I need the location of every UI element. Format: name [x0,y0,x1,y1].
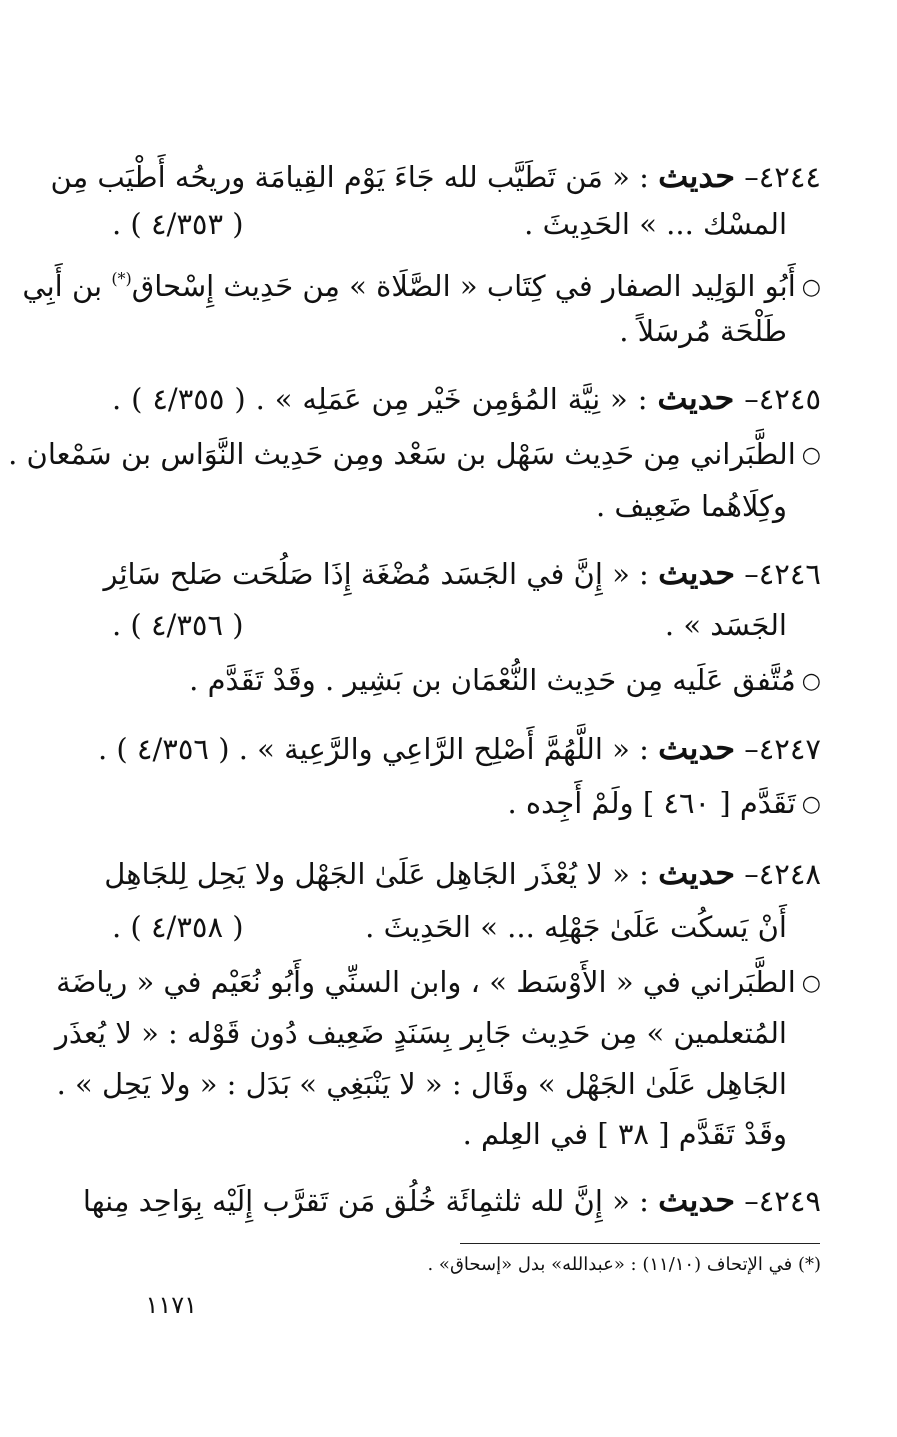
entry-4244-note1 [22,259,821,308]
entry-number: ٤٢٤٨ [758,857,821,891]
entry-4248-note1 [56,962,821,1004]
entry-4248-line1 [104,853,821,894]
entry-4246-note1 [189,660,821,702]
entry-4244-ref: ( ٤/٣٥٣ ) . [112,207,244,241]
entry-4248-note2: المُتعلمين » مِن حَدِيث جَابِر بِسَنَدٍ ضَعِيف دُون قَوْله : « لا يُعذَر [54,1016,787,1050]
hadith-text: : « اللَّهُمَّ أَصْلِح الرَّاعِي والرَّعِية » . [238,732,649,766]
bullet-icon: ○ [801,669,821,694]
entry-4244-line1 [50,156,821,197]
entry-number: ٤٢٤٧ [758,732,821,766]
hadith-text: : « لا يُعْذَر الجَاهِل عَلَىٰ الجَهْل ولا يَحِل لِلجَاهِل [104,857,649,891]
entry-4248-note4: وقَدْ تَقَدَّم [ ٣٨ ] في العِلم . [462,1117,787,1151]
entry-4248-ref: ( ٤/٣٥٨ ) . [112,910,244,944]
dash: – [744,732,759,766]
note-text: الطَّبَراني في « الأَوْسَط » ، وابن السنِّي وأَبُو نُعَيْم في « رياضَة [56,965,796,999]
dash: – [744,857,759,891]
note-text: بن أَبِي [22,269,103,303]
entry-number: ٤٢٤٩ [758,1184,821,1218]
entry-4245-line1 [112,378,821,419]
footnote-marker: (*) [111,269,132,288]
entry-4244-line2: المسْك ... » الحَدِيثَ . [524,207,787,241]
bullet-icon: ○ [801,443,821,468]
note-text: الطَّبَراني مِن حَدِيث سَهْل بن سَعْد ومِن حَدِيث النَّوَاس بن سَمْعان . [8,437,796,471]
bullet-icon: ○ [801,275,821,300]
entry-4249-line1 [82,1180,821,1221]
entry-4246-line2: الجَسَد » . [664,608,787,642]
bullet-icon: ○ [801,971,821,996]
entry-4244-note2: طَلْحَة مُرسَلاً . [619,314,787,348]
entry-number: ٤٢٤٦ [758,557,821,591]
entry-4245-note1 [8,434,821,476]
page-number: ١١٧١ [145,1291,197,1319]
entry-number: ٤٢٤٥ [758,382,822,416]
entry-4247-note1 [507,783,821,825]
footnote: (*) في الإتحاف (١١/١٠) : «عبدالله» بدل «إسحاق» . [427,1254,821,1275]
hadith-keyword: حديث [658,854,735,892]
entry-ref: ( ٤/٣٥٥ ) . [112,382,246,416]
footnote-divider [460,1243,820,1244]
bullet-icon: ○ [801,792,821,817]
entry-4248-note3: الجَاهِل عَلَىٰ الجَهْل » وقَال : « لا يَنْبَغِي » بَدَل : « ولا يَحِل » . [56,1067,787,1101]
dash: – [744,557,759,591]
hadith-text: : « إِنَّ في الجَسَد مُضْغَة إِذَا صَلُحَت صَلح سَائِر [103,557,649,591]
entry-ref: ( ٤/٣٥٦ ) . [97,732,230,766]
hadith-keyword: حديث [658,729,735,767]
note-text: أَبُو الوَلِيد الصفار في كِتَاب « الصَّلَاة » مِن حَدِيث إِسْحاق [131,269,796,303]
entry-4246-line1 [103,553,821,594]
entry-4246-ref: ( ٤/٣٥٦ ) . [112,608,244,642]
hadith-text: : « نِيَّة المُؤمِن خَيْر مِن عَمَلِه » . [255,382,648,416]
note-text: مُتَّفق عَلَيه مِن حَدِيث النُّعْمَان بن بَشِير . وقَدْ تَقَدَّم . [189,663,796,697]
entry-number: ٤٢٤٤ [758,160,821,194]
hadith-keyword: حديث [657,379,735,417]
hadith-text: : « مَن تَطَيَّب لله جَاءَ يَوْم القِيامَة وريحُه أَطْيَب مِن [50,160,649,194]
dash: – [744,382,759,416]
entry-4245-note2: وكِلَاهُما ضَعِيف . [595,489,787,523]
hadith-text: : « إِنَّ لله ثلثمِائَة خُلُق مَن تَقرَّب إِلَيْه بِوَاحِد مِنها [82,1184,649,1218]
dash: – [744,1184,759,1218]
entry-4247-line1 [97,728,821,769]
hadith-keyword: حديث [658,554,735,592]
hadith-keyword: حديث [658,157,735,195]
note-text: تَقَدَّم [ ٤٦٠ ] ولَمْ أَجِده . [507,786,796,820]
hadith-keyword: حديث [658,1181,735,1219]
entry-4248-line2: أَنْ يَسكُت عَلَىٰ جَهْلِه ... » الحَدِيثَ . [365,910,787,944]
dash: – [744,160,759,194]
